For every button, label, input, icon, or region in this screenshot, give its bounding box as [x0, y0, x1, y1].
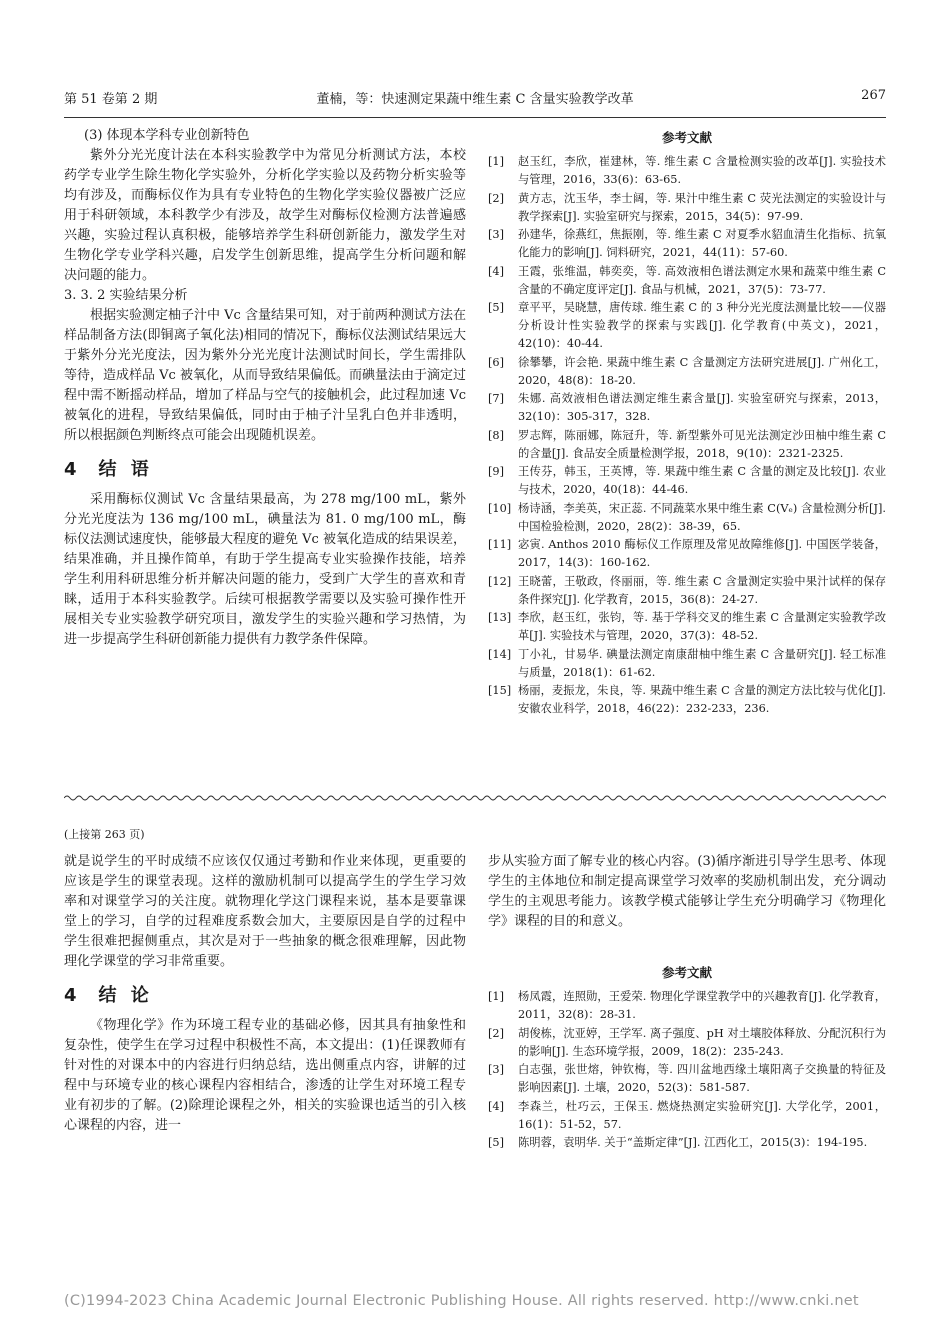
reference-item — [488, 988, 886, 1024]
bottom-references — [488, 964, 886, 1153]
page-number: 267 — [861, 88, 886, 103]
reference-item — [488, 1025, 886, 1061]
reference-text: 王传芬，韩玉，王英博，等. 果蔬中维生素 C 含量的测定及比较[J]. 农业与技术，2020，40(18)：44-46. — [518, 465, 886, 496]
reference-item — [488, 573, 886, 609]
reference-number: [8] — [488, 428, 505, 442]
article-running-title: 董楠，等：快速测定果蔬中维生素 C 含量实验教学改革 — [316, 92, 634, 107]
reference-text: 罗志辉，陈丽娜，陈冠升，等. 新型紫外可见光法测定沙田柚中维生素 C 的含量[J]. 食品安全质量检测学报，2018，9(10)：2321-2325. — [518, 428, 886, 460]
reference-item — [488, 263, 886, 299]
reference-item — [488, 354, 886, 390]
reference-text: 李欣，赵玉红，张钧，等. 基于学科交叉的维生素 C 含量测定实验教学改革[J]. 实验技术与管理，2020，37(3)：48-52. — [518, 611, 886, 642]
reference-item — [488, 609, 886, 645]
paragraph-continuation: 步从实验方面了解专业的核心内容。(3)循序渐进引导学生思考、体现学生的主体地位和制定提高课堂学习效率的奖励机制出发，充分调动学生的主观思考能力。该教学模式能够让学生充分明确学习《物理化学》课程的目的和意义。 — [488, 854, 886, 929]
section-heading-conclusion — [64, 460, 466, 480]
reference-number: [14] — [488, 647, 512, 661]
reference-number: [4] — [488, 264, 505, 278]
reference-text: 白志强，张世熔，钟钦梅，等. 四川盆地西缘土壤阳离子交换量的特征及影响因素[J]. 土壤，2020，52(3)：581-587. — [518, 1063, 886, 1094]
reference-text: 丁小礼，甘易华. 碘量法测定南康甜柚中维生素 C 含量研究[J]. 轻工标准与质量，2018(1)：61-62. — [518, 647, 886, 679]
running-header — [64, 88, 886, 114]
reference-number: [10] — [488, 501, 512, 515]
reference-item — [488, 1134, 886, 1152]
top-references — [488, 129, 886, 719]
bottom-left-column — [64, 852, 466, 1136]
reference-number: [3] — [488, 228, 505, 241]
reference-text: 黄方志，沈玉华，李士阔，等. 果汁中维生素 C 荧光法测定的实验设计与教学探索[J]. 实验室研究与探索，2015，34(5)：97-99. — [518, 191, 886, 223]
reference-text: 朱娜. 高效液相色谱法测定维生素含量[J]. 实验室研究与探索，2013，32(10)：305-317，328. — [518, 392, 886, 423]
section-heading-conclusion-2 — [64, 986, 466, 1006]
wavy-separator — [64, 789, 886, 801]
reference-number: [4] — [488, 1099, 505, 1113]
reference-number: [3] — [488, 1063, 505, 1076]
reference-item — [488, 299, 886, 353]
reference-number: [2] — [488, 191, 505, 205]
references-title: 参考文献 — [661, 965, 712, 980]
section-title: 结 语 — [98, 459, 153, 480]
paragraph-continued: 就是说学生的平时成绩不应该仅仅通过考勤和作业来体现，更重要的应该是学生的课堂表现。这样的激励机制可以提高学生的学生学习效率和对课堂学习的关注度。就物理化学这门课程来说，基本是要靠课堂上的学习，自学的过程难度系数会加大，主要原因是自学的过程中学生很难把握侧重点，其次是对于一些抽象的概念很难理解，因此物理化学课堂的学习非常重要。 — [64, 854, 466, 969]
references-list — [488, 988, 886, 1152]
reference-item — [488, 190, 886, 226]
reference-text: 赵玉红，李欣，崔建林，等. 维生素 C 含量检测实验的改革[J]. 实验技术与管理，2016，33(6)：63-65. — [518, 155, 886, 186]
section-title: 结 论 — [98, 985, 153, 1006]
reference-number: [12] — [488, 574, 512, 588]
copyright-footer: (C)1994-2023 China Academic Journal Electronic Publishing House. All rights reserved. http://www.cnki.net — [64, 1293, 859, 1309]
paragraph-innovation: 紫外分光光度计法在本科实验教学中为常见分析测试方法，本校药学专业学生除生物化学实验外，分析化学实验以及药物分析实验等均有涉及，而酶标仪作为具有专业特色的生物化学实验仪器被广泛应用于科研领域，本科教学少有涉及，故学生对酶标仪检测方法普遍感兴趣，实验过程认真积极，能够培养学生科研创新能力，激发学生对生物化学专业学科兴趣，启发学生创新思维，提高学生分析问题和解决问题的能力。 — [64, 148, 466, 283]
reference-item — [488, 682, 886, 718]
reference-number: [9] — [488, 465, 505, 478]
section-number: 4 — [64, 985, 81, 1006]
reference-number: [1] — [488, 155, 505, 168]
reference-text: 李森兰，杜巧云，王保玉. 燃烧热测定实验研究[J]. 大学化学，2001，16(1)：51-52，57. — [518, 1099, 886, 1131]
reference-item — [488, 153, 886, 189]
reference-number: [13] — [488, 611, 512, 624]
paragraph-results-analysis: 根据实验测定柚子汁中 Vc 含量结果可知，对于前两种测试方法在样品制备方法(即铜离子氧化法)相同的情况下，酶标仪法测试结果远大于紫外分光光度法，因为紫外分光光度计法测试时间长，学生需排队等待，造成样品 Vc 被氧化，从而导致结果偏低。而碘量法由于滴定过程中需不断摇动样品，增加了样品与空气的接触机会，此过程加速 Vc 被氧化的进程，导致结果偏低，同时由于柚子汁呈乳白色并非透明，所以根据颜色判断终点可能会出现随机误差。 — [64, 308, 466, 443]
reference-number: [7] — [488, 392, 505, 405]
reference-number: [1] — [488, 990, 505, 1003]
header-rule — [64, 117, 886, 118]
reference-item — [488, 427, 886, 463]
reference-item — [488, 390, 886, 426]
reference-text: 杨凤霞，连照勋，王爱荣. 物理化学课堂教学中的兴趣教育[J]. 化学教育，2011，32(8)：28-31. — [518, 990, 886, 1021]
reference-number: [15] — [488, 684, 512, 697]
reference-item — [488, 463, 886, 499]
reference-item — [488, 500, 886, 536]
continued-from-note: (上接第 263 页) — [64, 828, 145, 841]
reference-text: 章平平，吴晓慧，唐传球. 维生素 C 的 3 种分光光度法测量比较——仪器分析设计性实验教学的探索与实践[J]. 化学教育(中英文)，2021，42(10)：40-44. — [518, 301, 886, 350]
reference-number: [11] — [488, 538, 512, 551]
reference-text: 徐攀攀，许会艳. 果蔬中维生素 C 含量测定方法研究进展[J]. 广州化工，2020，48(8)：18-20. — [518, 355, 886, 387]
paragraph-conclusion: 采用酶标仪测试 Vc 含量结果最高，为 278 mg/100 mL，紫外分光光度法为 136 mg/100 mL，碘量法为 81. 0 mg/100 mL，酶标仪法测试速度快，能够最大程度的避免 Vc 被氧化造成的结果误差，结果准确，并且操作简单，有助于学生提高专业实验操作技能，培养学生利用科研思维分析并解决问题的能力，受到广大学生的喜欢和青睐，适用于本科实验教学。后续可根据教学需要以及实验可操作性开展相关专业实验教学研究项目，激发学生的实验兴趣和学习热情，为进一步提高学生科研创新能力提供有力教学条件保障。 — [64, 492, 466, 647]
reference-text: 陈明蓉，袁明华. 关于“盖斯定律”[J]. 江西化工，2015(3)：194-195. — [518, 1136, 868, 1149]
reference-text: 孙建华，徐燕红，焦振刚，等. 维生素 C 对夏季水貂血清生化指标、抗氧化能力的影响[J]. 饲料研究，2021，44(11)：57-60. — [518, 228, 886, 259]
reference-item — [488, 226, 886, 262]
reference-number: [2] — [488, 1026, 505, 1040]
subsection-heading-3-3-2: 3. 3. 2 实验结果分析 — [64, 288, 188, 303]
reference-number: [6] — [488, 355, 505, 369]
reference-number: [5] — [488, 1136, 505, 1149]
reference-text: 杨诗涵，李美英，宋正蕊. 不同蔬菜水果中维生素 C(Vₑ) 含量检测分析[J]. 中国检验检测，2020，28(2)：38-39，65. — [518, 501, 886, 533]
section-number: 4 — [64, 459, 81, 480]
journal-issue: 第 51 卷第 2 期 — [64, 92, 158, 107]
reference-number: [5] — [488, 301, 505, 314]
subsection-heading-3: (3) 体现本学科专业创新特色 — [84, 128, 250, 143]
reference-text: 王霞，张维温，韩奕奕，等. 高效液相色谱法测定水果和蔬菜中维生素 C 含量的不确定度评定[J]. 食品与机械，2021，37(5)：73-77. — [518, 264, 886, 296]
paragraph-conclusion-2: 《物理化学》作为环境工程专业的基础必修，因其具有抽象性和复杂性，使学生在学习过程中积极性不高，本文提出：(1)任课教师有针对性的对课本中的内容进行归纳总结，选出侧重点内容，讲解的过程中与环境专业的核心课程内容相结合，渗透的让学生对环境工程专业有初步的了解。(2)除理论课程之外，相关的实验课也适当的引入核心课程的内容，进一 — [64, 1018, 466, 1133]
reference-item — [488, 1098, 886, 1134]
reference-item — [488, 536, 886, 572]
top-left-column — [64, 126, 466, 650]
reference-text: 王晓蕾，王敬政，佟丽丽，等. 维生素 C 含量测定实验中果汁试样的保存条件探究[J]. 化学教育，2015，36(8)：24-27. — [518, 574, 886, 606]
reference-text: 胡俊栋，沈亚婷，王学军. 离子强度、pH 对土壤胶体释放、分配沉积行为的影响[J]. 生态环境学报，2009，18(2)：235-243. — [518, 1026, 886, 1058]
wave-line — [64, 792, 886, 801]
reference-item — [488, 1061, 886, 1097]
reference-text: 宓寅. Anthos 2010 酶标仪工作原理及常见故障维修[J]. 中国医学装备，2017，14(3)：160-162. — [518, 538, 886, 569]
references-title: 参考文献 — [661, 130, 712, 145]
reference-item — [488, 646, 886, 682]
references-list — [488, 153, 886, 718]
bottom-right-column — [488, 852, 886, 932]
reference-text: 杨丽，麦振龙，朱良，等. 果蔬中维生素 C 含量的测定方法比较与优化[J]. 安徽农业科学，2018，46(22)：232-233，236. — [518, 684, 886, 715]
